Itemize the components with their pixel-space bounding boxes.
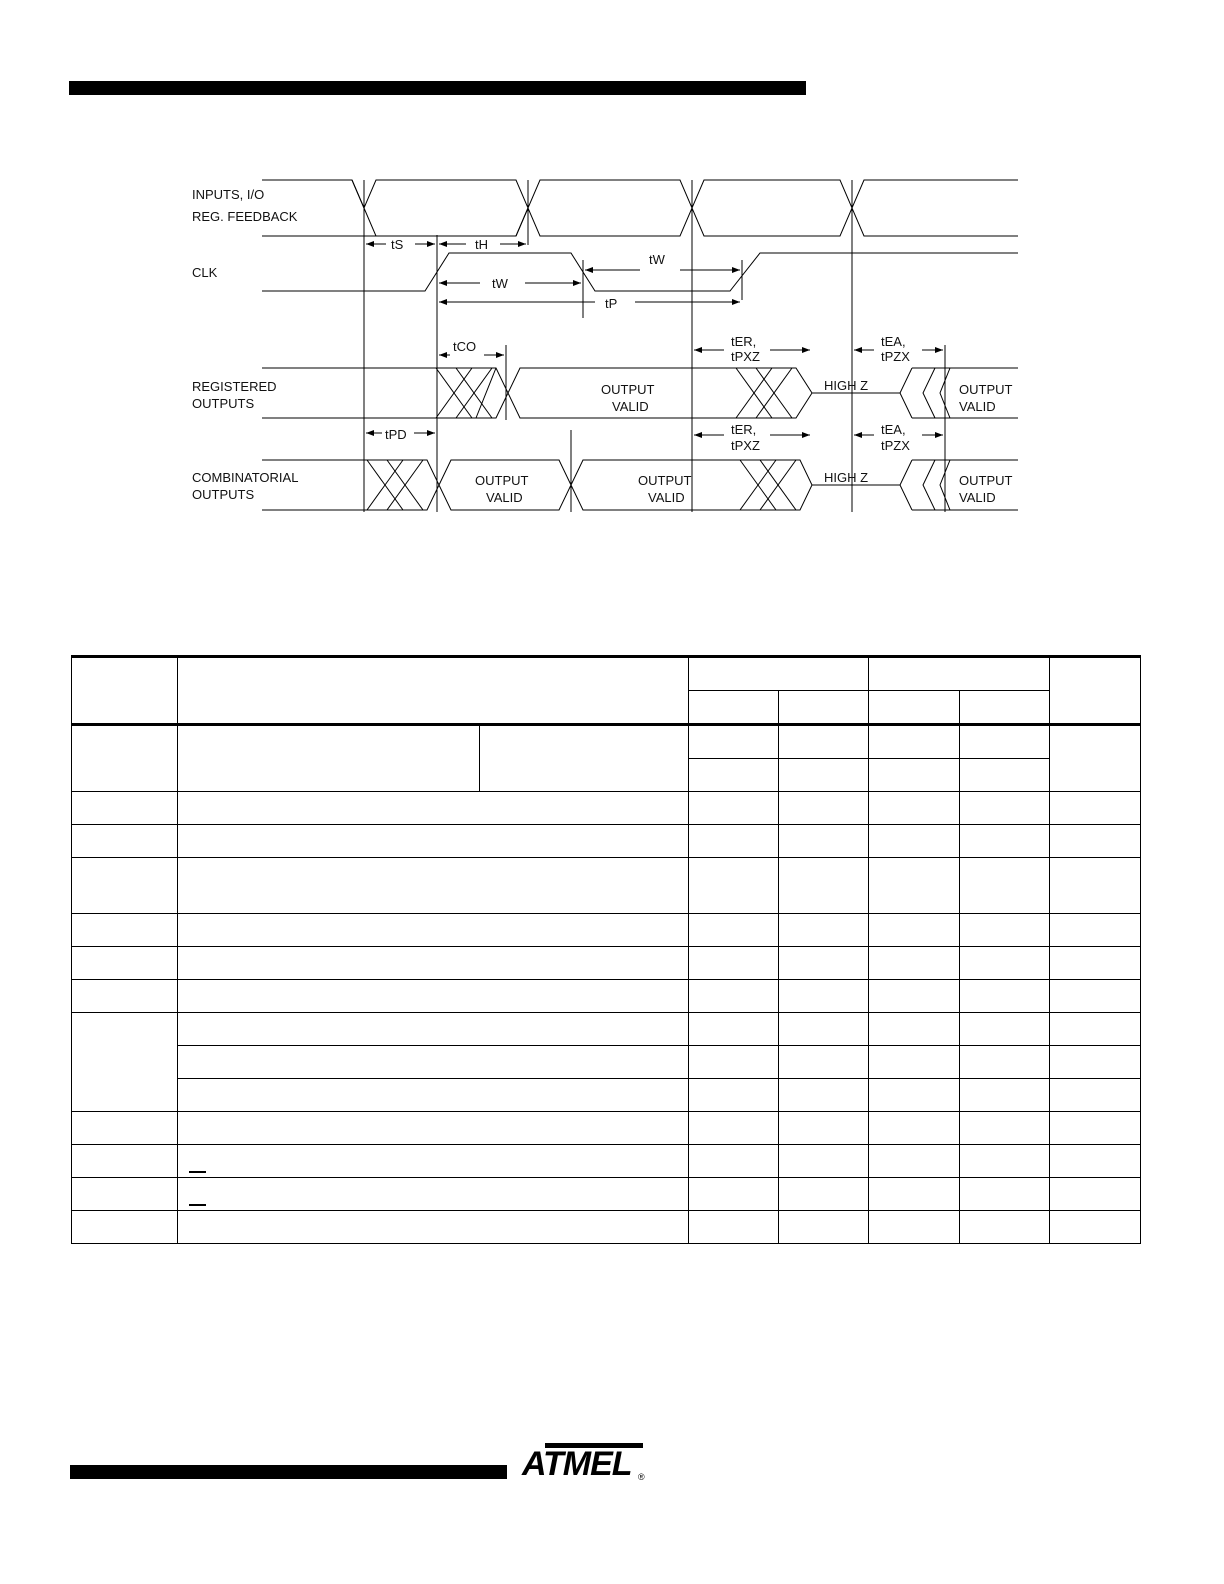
label-tpd: tPD (385, 427, 407, 442)
label-registered: REGISTERED (192, 379, 277, 394)
header-group-1 (689, 657, 869, 691)
header-max-1 (779, 691, 869, 725)
header-parameter-cell (178, 657, 689, 725)
label-th: tH (475, 237, 488, 252)
label-combinatorial: COMBINATORIAL (192, 470, 299, 485)
header-min-2 (869, 691, 960, 725)
header-group-2 (869, 657, 1050, 691)
table-row (72, 825, 1141, 858)
header-bar (69, 81, 806, 95)
registered-mark: ® (638, 1472, 645, 1481)
comb-output-valid-2-b: VALID (648, 490, 685, 505)
label-tw-low: tW (649, 252, 665, 267)
label-tw-high: tW (492, 276, 508, 291)
clk-waveform (262, 253, 1018, 291)
table-row (72, 914, 1141, 947)
table-row (72, 947, 1141, 980)
label-ter-reg: tER, (731, 334, 757, 349)
reg-output-valid-2: OUTPUT (959, 382, 1013, 397)
label-ter-comb: tER, (731, 422, 757, 437)
table-header-row (72, 657, 1141, 691)
header-max-2 (960, 691, 1050, 725)
comb-output-valid-3-b: VALID (959, 490, 996, 505)
table-row (72, 1046, 1141, 1079)
label-tpzx-comb: tPZX (881, 438, 910, 453)
table-row (72, 1079, 1141, 1112)
table-row (72, 1112, 1141, 1145)
label-combinatorial-outputs: OUTPUTS (192, 487, 255, 502)
label-tco: tCO (453, 339, 477, 354)
table-row (72, 1178, 1141, 1211)
reg-output-valid-1: OUTPUT (601, 382, 655, 397)
label-tpxz-comb: tPXZ (731, 438, 760, 453)
label-inputs-io: INPUTS, I/O (192, 187, 265, 202)
label-registered-outputs: OUTPUTS (192, 396, 255, 411)
comb-output-valid-2: OUTPUT (638, 473, 692, 488)
header-symbol-cell (72, 657, 178, 725)
label-ts: tS (391, 237, 404, 252)
footer-bar (70, 1465, 507, 1479)
header-min-1 (689, 691, 779, 725)
ac-characteristics-table (71, 655, 1141, 1244)
label-tpzx-reg: tPZX (881, 349, 910, 364)
header-units-cell (1050, 657, 1141, 725)
table-row (72, 725, 1141, 759)
label-tea-reg: tEA, (881, 334, 906, 349)
overbar-mark (189, 1204, 206, 1206)
reg-high-z: HIGH Z (824, 378, 869, 393)
table-row (72, 1211, 1141, 1244)
comb-output-valid-1: OUTPUT (475, 473, 529, 488)
label-clk: CLK (192, 265, 218, 280)
comb-output-valid-3: OUTPUT (959, 473, 1013, 488)
timing-diagram (180, 170, 1030, 520)
table-row (72, 1145, 1141, 1178)
label-tpxz-reg: tPXZ (731, 349, 760, 364)
overbar-mark (189, 1171, 206, 1173)
table-row (72, 1013, 1141, 1046)
logo-wordmark: ATMEL (522, 1445, 632, 1481)
table-row (72, 980, 1141, 1013)
table-row (72, 858, 1141, 914)
label-tp: tP (605, 296, 618, 311)
label-reg-feedback: REG. FEEDBACK (192, 209, 298, 224)
inputs-bus-1 (262, 180, 376, 236)
comb-high-z: HIGH Z (824, 470, 869, 485)
atmel-logo (520, 1441, 650, 1481)
reg-output-valid-1-b: VALID (612, 399, 649, 414)
table-row (72, 792, 1141, 825)
comb-output-valid-1-b: VALID (486, 490, 523, 505)
reg-output-valid-2-b: VALID (959, 399, 996, 414)
label-tea-comb: tEA, (881, 422, 906, 437)
